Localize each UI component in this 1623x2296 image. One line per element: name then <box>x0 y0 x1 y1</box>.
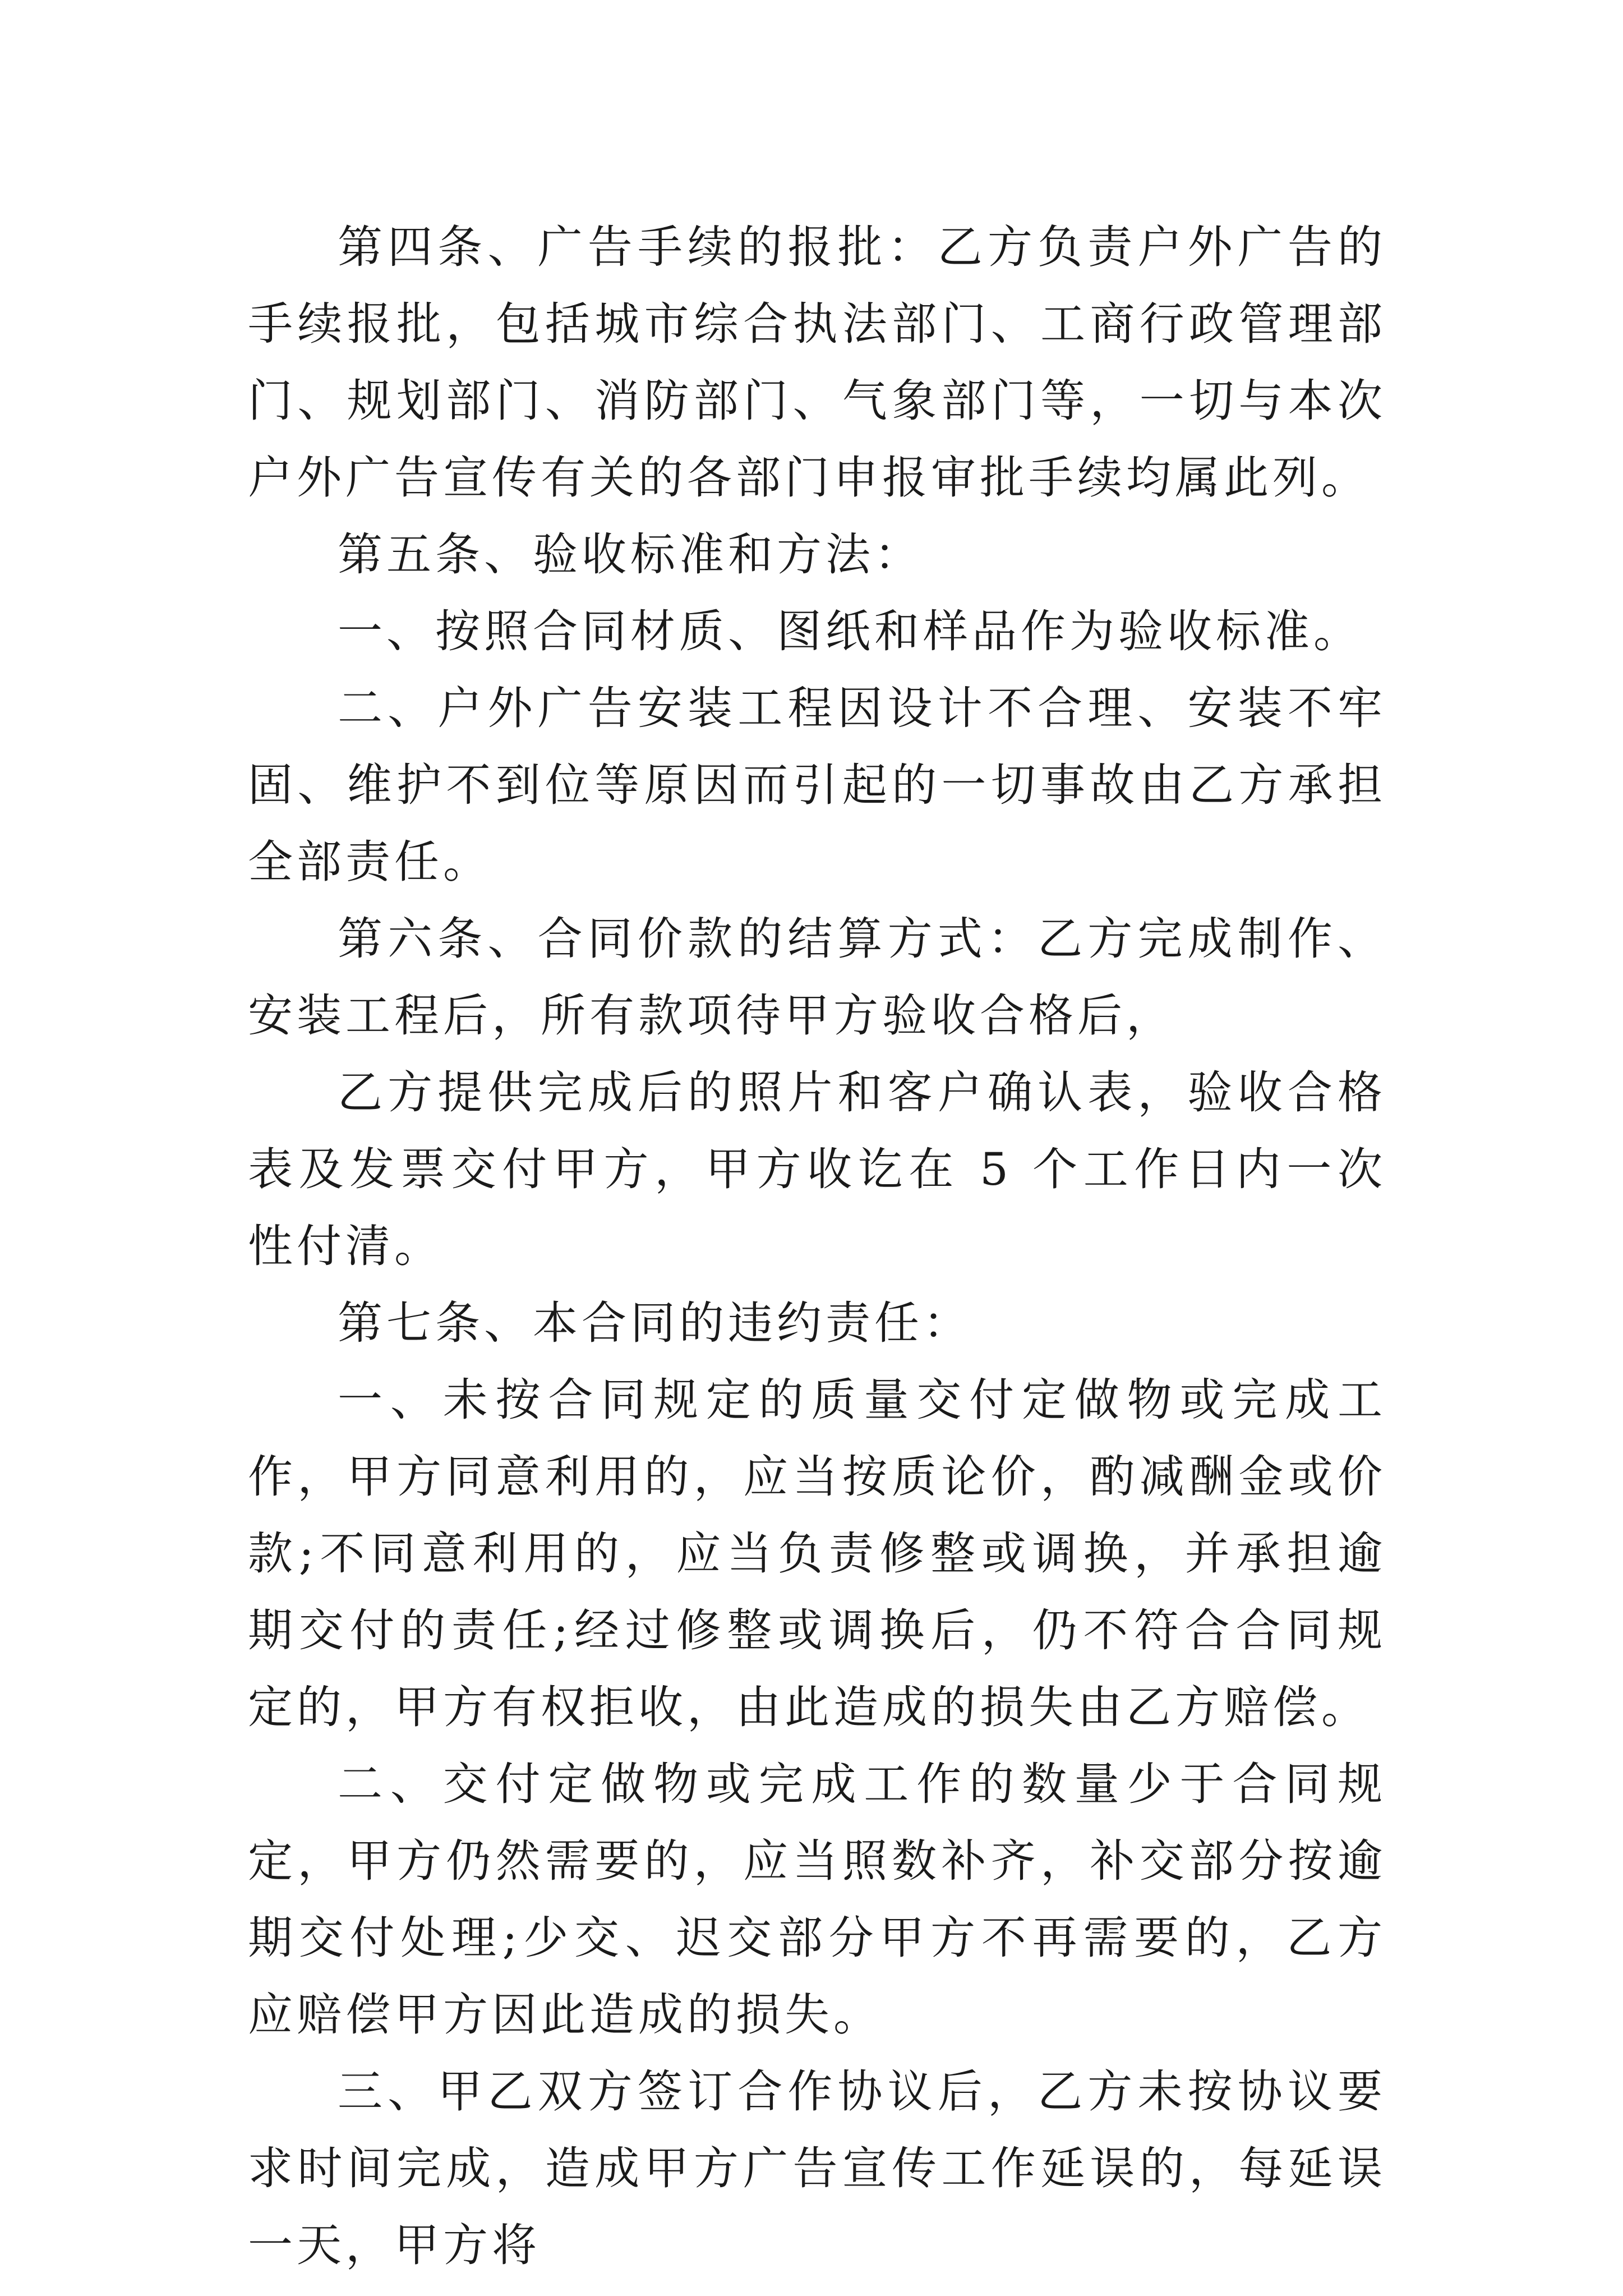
paragraph-article-4: 第四条、广告手续的报批：乙方负责户外广告的手续报批，包括城市综合执法部门、工商行政管理部门、规划部门、消防部门、气象部门等，一切与本次户外广告宣传有关的各部门申报审批手续均属此列。 <box>248 221 1386 504</box>
paragraph-article-7-heading: 第七条、本合同的违约责任： <box>338 1297 972 1349</box>
paragraph-article-6: 第六条、合同价款的结算方式：乙方完成制作、安装工程后，所有款项待甲方验收合格后， <box>248 913 1386 1042</box>
paragraph-article-5-item-2: 二、户外广告安装工程因设计不合理、安装不牢固、维护不到位等原因而引起的一切事故由乙方承担全部责任。 <box>248 682 1386 888</box>
paragraph-article-7-item-2: 二、交付定做物或完成工作的数量少于合同规定，甲方仍然需要的，应当照数补齐，补交部分按逾期交付处理;少交、迟交部分甲方不再需要的，乙方应赔偿甲方因此造成的损失。 <box>248 1758 1386 2041</box>
paragraph-article-7-item-1: 一、未按合同规定的质量交付定做物或完成工作，甲方同意利用的，应当按质论价，酌减酬金或价款;不同意利用的，应当负责修整或调换，并承担逾期交付的责任;经过修整或调换后，仍不符合合同规定的，甲方有权拒收，由此造成的损失由乙方赔偿。 <box>248 1374 1386 1733</box>
paragraph-article-5-heading: 第五条、验收标准和方法： <box>338 528 923 581</box>
document-body <box>248 209 1386 2284</box>
paragraph-article-7-item-3: 三、甲乙双方签订合作协议后，乙方未按协议要求时间完成，造成甲方广告宣传工作延误的，每延误一天，甲方将 <box>248 2065 1386 2271</box>
paragraph-article-6-continued: 乙方提供完成后的照片和客户确认表，验收合格表及发票交付甲方，甲方收讫在 5 个工作日内一次性付清。 <box>248 1066 1386 1272</box>
paragraph-article-5-item-1: 一、按照合同材质、图纸和样品作为验收标准。 <box>338 605 1362 657</box>
